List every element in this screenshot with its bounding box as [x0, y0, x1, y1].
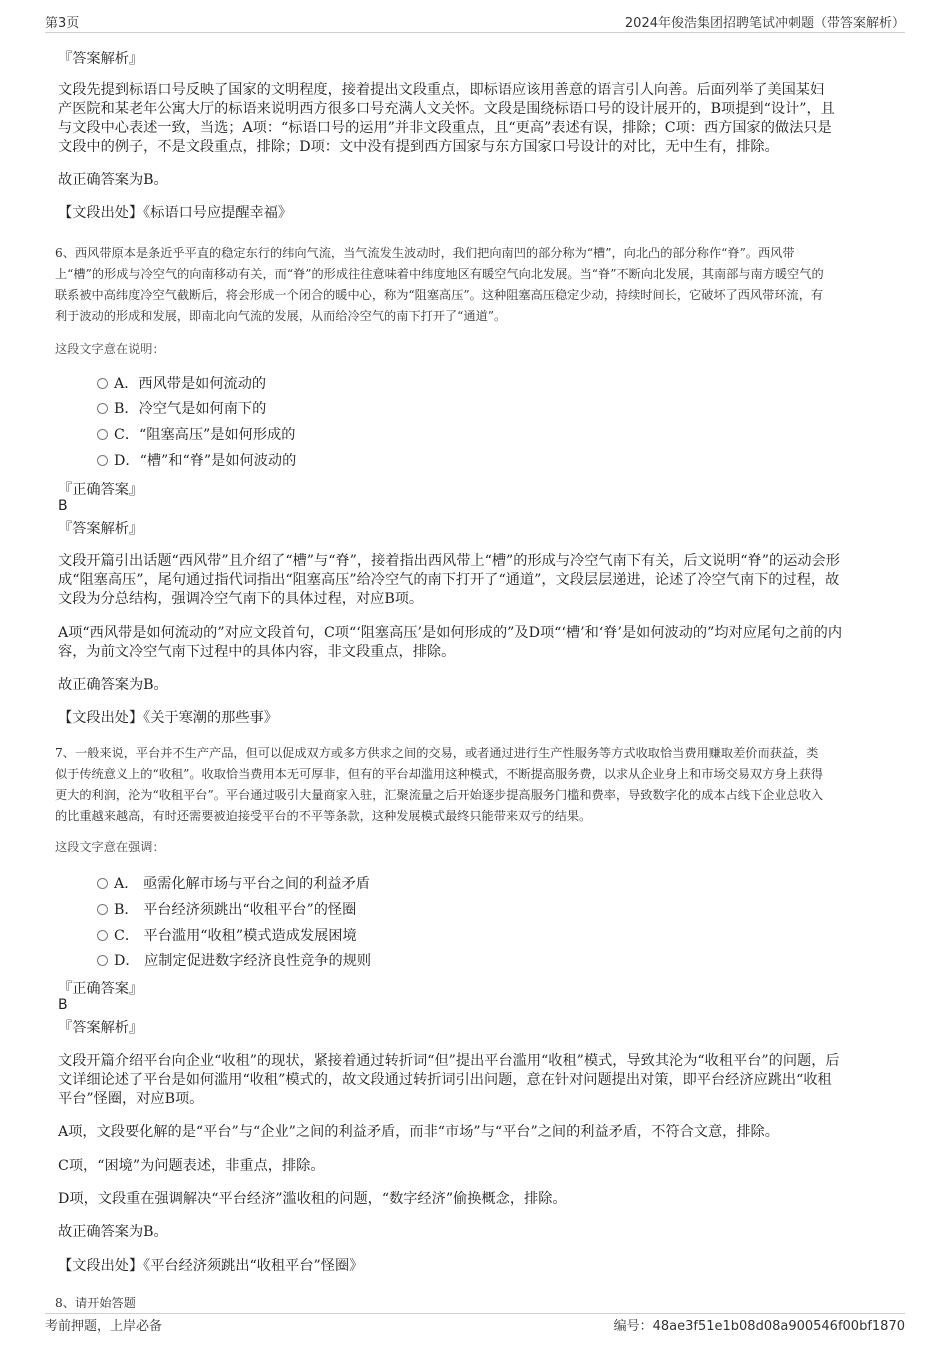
next-question-partial: 8、请开始答题 [55, 1296, 136, 1310]
analysis-line: 与文段中心表述一致，当选；A项：“标语口号的运用”并非文段重点，且“更高”表述有误，排除；C项：西方国家的做法只是 [58, 120, 832, 136]
page-footer [45, 1313, 905, 1334]
question-line: 6、西风带原本是条近乎平直的稳定东行的纬向气流，当气流发生波动时，我们把向南凹的部分称为“槽”，向北凸的部分称作“脊”。西风带 [55, 246, 795, 260]
question-line: 似于传统意义上的“收租”。收取恰当费用本无可厚非，但有的平台却滥用这种模式，不断提高服务费，以求从企业身上和市场交易双方身上获得 [55, 767, 824, 781]
analysis-label: 『答案解析』 [58, 521, 144, 537]
conclusion: 故正确答案为B。 [58, 1224, 168, 1240]
analysis-note: D项，文段重在强调解决“平台经济”滥收租的问题，“数字经济”偷换概念，排除。 [58, 1191, 567, 1207]
radio-icon[interactable] [97, 878, 108, 889]
analysis-line: 文详细论述了平台是如何滥用“收租”模式的，故文段通过转折词引出问题，意在针对问题提出对策，即平台经济应跳出“收租 [58, 1072, 832, 1088]
option-label: C． 平台滥用“收租”模式造成发展困境 [114, 928, 357, 944]
source-citation: 【文段出处】《平台经济须跳出“收租平台”怪圈》 [58, 1258, 364, 1274]
analysis-line: 文段中的例子，不是文段重点，排除；D项：文中没有提到西方国家与东方国家口号设计的对比，无中生有，排除。 [58, 139, 779, 155]
radio-icon[interactable] [97, 955, 108, 966]
radio-icon[interactable] [97, 378, 108, 389]
question-prompt: 这段文字意在强调： [55, 840, 165, 854]
source-citation: 【文段出处】《关于寒潮的那些事》 [58, 710, 278, 726]
question-line: 的比重越来越高，有时还需要被迫接受平台的不平等条款，这种发展模式最终只能带来双亏的结果。 [55, 809, 592, 823]
analysis-label: 『答案解析』 [58, 51, 144, 67]
conclusion: 故正确答案为B。 [58, 677, 168, 693]
analysis-line: 文段开篇介绍平台向企业“收租”的现状，紧接着通过转折词“但”提出平台滥用“收租”模式，导致其沦为“收租平台”的问题，后 [58, 1053, 840, 1069]
radio-icon[interactable] [97, 904, 108, 915]
correct-answer-label: 『正确答案』 [58, 482, 144, 498]
document-serial: 编号：48ae3f51e1b08d08a900546f00bf1870 [613, 1319, 905, 1334]
question-line: 更大的利润，沦为“收租平台”。平台通过吸引大量商家入驻，汇聚流量之后开始逐步提高服务门槛和费率，导致数字化的成本占线下企业总收入 [55, 788, 824, 802]
radio-icon[interactable] [97, 403, 108, 414]
option-label: A． 亟需化解市场与平台之间的利益矛盾 [114, 876, 370, 892]
option-label: D．“槽”和“脊”是如何波动的 [114, 453, 297, 469]
option-label: A．西风带是如何流动的 [114, 376, 267, 392]
analysis-label: 『答案解析』 [58, 1020, 144, 1036]
option-label: B．冷空气是如何南下的 [114, 401, 267, 417]
correct-answer: B [58, 997, 68, 1013]
analysis-note: A项，文段要化解的是“平台”与“企业”之间的利益矛盾，而非“市场”与“平台”之间的利益矛盾，不符合文意，排除。 [58, 1124, 779, 1140]
option-label: D． 应制定促进数字经济良性竞争的规则 [114, 953, 372, 969]
analysis-line: 产医院和某老年公寓大厅的标语来说明西方很多口号充满人文关怀。文段是围绕标语口号的设计展开的，B项提到“设计”，且 [58, 101, 835, 117]
page-header [45, 8, 905, 33]
correct-answer-label: 『正确答案』 [58, 981, 144, 997]
analysis-line: 平台”怪圈，对应B项。 [58, 1091, 204, 1107]
analysis-line: 文段为分总结构，强调冷空气南下的具体过程，对应B项。 [58, 591, 424, 607]
question-line: 7、一般来说，平台并不生产产品，但可以促成双方或多方供求之间的交易，或者通过进行生产性服务等方式收取恰当费用赚取差价而获益，类 [55, 746, 819, 760]
question-line: 联系被中高纬度冷空气截断后，将会形成一个闭合的暖中心，称为“阻塞高压”。这种阻塞高压稳定少动，持续时间长，它破坏了西风带环流，有 [55, 288, 824, 302]
document-title: 2024年俊浩集团招聘笔试冲刺题（带答案解析） [624, 16, 905, 31]
correct-answer: B [58, 498, 68, 514]
analysis-line: 成“阻塞高压”，尾句通过指代词指出“阻塞高压”给冷空气的南下打开了“通道”，文段层层递进，论述了冷空气南下的过程，故 [58, 572, 840, 588]
question-line: 上“槽”的形成与冷空气的向南移动有关，而“脊”的形成往往意味着中纬度地区有暖空气向北发展。当“脊”不断向北发展，其南部与南方暖空气的 [55, 267, 824, 281]
radio-icon[interactable] [97, 455, 108, 466]
conclusion: 故正确答案为B。 [58, 172, 168, 188]
question-prompt: 这段文字意在说明： [55, 342, 165, 356]
question-line: 利于波动的形成和发展，即南北向气流的发展，从而给冷空气的南下打开了“通道”。 [55, 309, 507, 323]
footer-slogan: 考前押题，上岸必备 [45, 1319, 163, 1334]
analysis-line: A项“西风带是如何流动的”对应文段首句，C项“‘阻塞高压’是如何形成的”及D项“‘槽’和‘脊’是如何波动的”均对应尾句之前的内 [58, 625, 843, 641]
analysis-line: 容，为前文冷空气南下过程中的具体内容，非文段重点，排除。 [58, 644, 456, 660]
analysis-line: 文段开篇引出话题“西风带”且介绍了“槽”与“脊”，接着指出西风带上“槽”的形成与冷空气南下有关，后文说明“脊”的运动会形 [58, 553, 840, 569]
page-number: 第3页 [45, 16, 80, 31]
analysis-line: 文段先提到标语口号反映了国家的文明程度，接着提出文段重点，即标语应该用善意的语言引人向善。后面列举了美国某妇 [58, 82, 825, 98]
radio-icon[interactable] [97, 930, 108, 941]
option-label: C．“阻塞高压”是如何形成的 [114, 427, 296, 443]
analysis-note: C项，“困境”为问题表述，非重点，排除。 [58, 1158, 325, 1174]
source-citation: 【文段出处】《标语口号应提醒幸福》 [58, 205, 293, 221]
radio-icon[interactable] [97, 429, 108, 440]
option-label: B． 平台经济须跳出“收租平台”的怪圈 [114, 902, 357, 918]
